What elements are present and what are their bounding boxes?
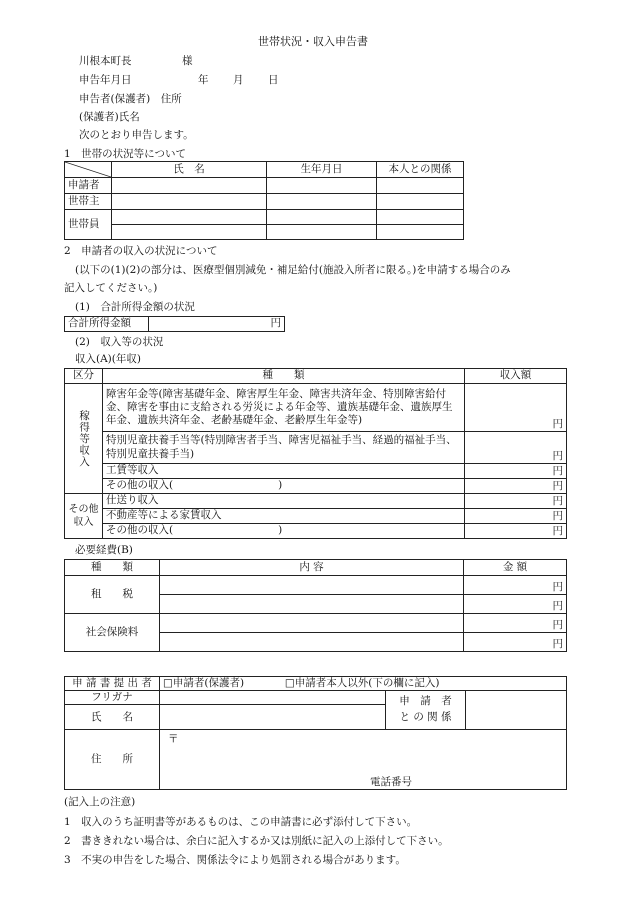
- section2-heading: 2 申請者の収入の状況について: [64, 245, 218, 257]
- furigana-label: フリガナ: [65, 691, 160, 705]
- household-table: [64, 161, 464, 240]
- income-label: 収入(A)(年収): [75, 353, 141, 365]
- expense-table: [64, 559, 567, 652]
- tax-content-2[interactable]: [160, 595, 464, 614]
- header-birthdate: 生年月日: [267, 162, 377, 178]
- member1-relation-field[interactable]: [377, 210, 464, 225]
- insurance-amount-1[interactable]: 円: [464, 614, 567, 633]
- applicant-name-field[interactable]: [112, 178, 267, 194]
- submitter-table: [64, 676, 567, 790]
- expense-header-content: 内 容: [160, 560, 464, 576]
- submitter-name-field[interactable]: [160, 705, 386, 730]
- relation-label: 申 請 者 と の 関 係: [386, 691, 466, 730]
- date-month: 月: [233, 74, 244, 86]
- section2-note-line1: (以下の(1)(2)の部分は、医療型個別減免・補足給付(施設入所者に限る。)を申請する場合のみ: [75, 264, 511, 276]
- other-earned-amount[interactable]: 円: [465, 479, 567, 494]
- section1-heading: 1 世帯の状況等について: [64, 148, 186, 160]
- other-income-category: その他収入: [65, 494, 103, 539]
- total-income-label: 合計所得金額: [65, 317, 149, 332]
- expense-header-type: 種 類: [65, 560, 160, 576]
- head-birthdate-field[interactable]: [267, 194, 377, 210]
- head-name-field[interactable]: [112, 194, 267, 210]
- insurance-content-2[interactable]: [160, 633, 464, 652]
- income-item-other: その他の収入( ): [103, 524, 465, 539]
- total-income-field[interactable]: [149, 317, 285, 332]
- income-item-disability-pension: 障害年金等(障害基礎年金、障害厚生年金、障害共済年金、特別障害給付金、障害を事由に支給される労災による年金等、遺族基礎年金、遺族厚生年金、遺族共済年金、老齢基礎年金、老齢厚生年金等): [103, 384, 465, 432]
- postal-mark: 〒: [168, 733, 179, 746]
- submitter-options: [160, 677, 567, 691]
- insurance-content-1[interactable]: [160, 614, 464, 633]
- section2-note-line2: 記入してください。): [64, 282, 158, 294]
- special-allowance-amount[interactable]: 円: [465, 432, 567, 464]
- subsection2-heading: (2) 収入等の状況: [75, 336, 164, 348]
- income-table: [64, 368, 567, 539]
- other-amount[interactable]: 円: [465, 524, 567, 539]
- expense-tax-label: 租 税: [65, 576, 160, 614]
- income-header-type: 種 類: [103, 369, 465, 384]
- addressee-honorific: 様: [182, 55, 193, 67]
- expense-label: 必要経費(B): [75, 544, 133, 556]
- income-header-category: 区分: [65, 369, 103, 384]
- member2-name-field[interactable]: [112, 225, 267, 240]
- income-header-amount: 収入額: [465, 369, 567, 384]
- expense-insurance-label: 社会保険料: [65, 614, 160, 652]
- applicant-relation-field[interactable]: [377, 178, 464, 194]
- income-item-rent: 不動産等による家賃収入: [103, 509, 465, 524]
- wages-amount[interactable]: 円: [465, 464, 567, 479]
- rent-amount[interactable]: 円: [465, 509, 567, 524]
- row-label-members: 世帯員: [65, 210, 112, 240]
- submitter-name-label: 氏 名: [65, 705, 160, 730]
- note-item-2: 2 書ききれない場合は、余白に記入するか又は別紙に記入の上添付して下さい。: [64, 835, 449, 847]
- tax-amount-2[interactable]: 円: [464, 595, 567, 614]
- row-label-head: 世帯主: [65, 194, 112, 210]
- tax-content-1[interactable]: [160, 576, 464, 595]
- member1-birthdate-field[interactable]: [267, 210, 377, 225]
- option-applicant-checkbox[interactable]: □申請者(保護者): [163, 677, 245, 689]
- member1-name-field[interactable]: [112, 210, 267, 225]
- note-item-3: 3 不実の申告をした場合、関係法令により処罰される場合があります。: [64, 854, 406, 866]
- address-field[interactable]: [160, 730, 567, 790]
- income-item-other-earned: その他の収入( ): [103, 479, 465, 494]
- row-label-applicant: 申請者: [65, 178, 112, 194]
- yen-unit: 円: [270, 317, 281, 330]
- address-label: 住 所: [65, 730, 160, 790]
- subsection1-heading: (1) 合計所得金額の状況: [75, 301, 195, 313]
- tax-amount-1[interactable]: 円: [464, 576, 567, 595]
- expense-header-amount: 金 額: [464, 560, 567, 576]
- declaration-text: 次のとおり申告します。: [79, 129, 194, 141]
- diagonal-cell: [65, 162, 112, 178]
- total-income-table: [64, 316, 285, 332]
- head-relation-field[interactable]: [377, 194, 464, 210]
- date-day: 日: [268, 74, 279, 86]
- form-title: 世帯状況・収入申告書: [258, 35, 368, 48]
- applicant-address-label: 申告者(保護者) 住所: [79, 93, 182, 105]
- addressee-name: 川根本町長: [79, 55, 132, 67]
- date-label: 申告年月日: [79, 74, 132, 86]
- remittance-amount[interactable]: 円: [465, 494, 567, 509]
- insurance-amount-2[interactable]: 円: [464, 633, 567, 652]
- date-year: 年: [198, 74, 209, 86]
- submitter-label: 申 請 書 提 出 者: [65, 677, 160, 691]
- income-item-remittance: 仕送り収入: [103, 494, 465, 509]
- option-other-checkbox[interactable]: □申請者本人以外(下の欄に記入): [284, 677, 440, 689]
- note-item-1: 1 収入のうち証明書等があるものは、この申請書に必ず添付して下さい。: [64, 816, 418, 828]
- disability-pension-amount[interactable]: 円: [465, 384, 567, 432]
- applicant-birthdate-field[interactable]: [267, 178, 377, 194]
- income-item-wages: 工賃等収入: [103, 464, 465, 479]
- income-item-special-allowance: 特別児童扶養手当等(特別障害者手当、障害児福祉手当、経過的福祉手当、特別児童扶養手当): [103, 432, 465, 464]
- applicant-name-label: (保護者)氏名: [79, 111, 140, 123]
- header-relation: 本人との関係: [377, 162, 464, 178]
- phone-label: 電話番号: [370, 776, 412, 789]
- relation-field[interactable]: [466, 691, 567, 730]
- furigana-field[interactable]: [160, 691, 386, 705]
- header-name: 氏 名: [112, 162, 267, 178]
- member2-relation-field[interactable]: [377, 225, 464, 240]
- earned-income-category: 稼得等収入: [65, 384, 103, 494]
- member2-birthdate-field[interactable]: [267, 225, 377, 240]
- notes-heading: (記入上の注意): [64, 796, 136, 808]
